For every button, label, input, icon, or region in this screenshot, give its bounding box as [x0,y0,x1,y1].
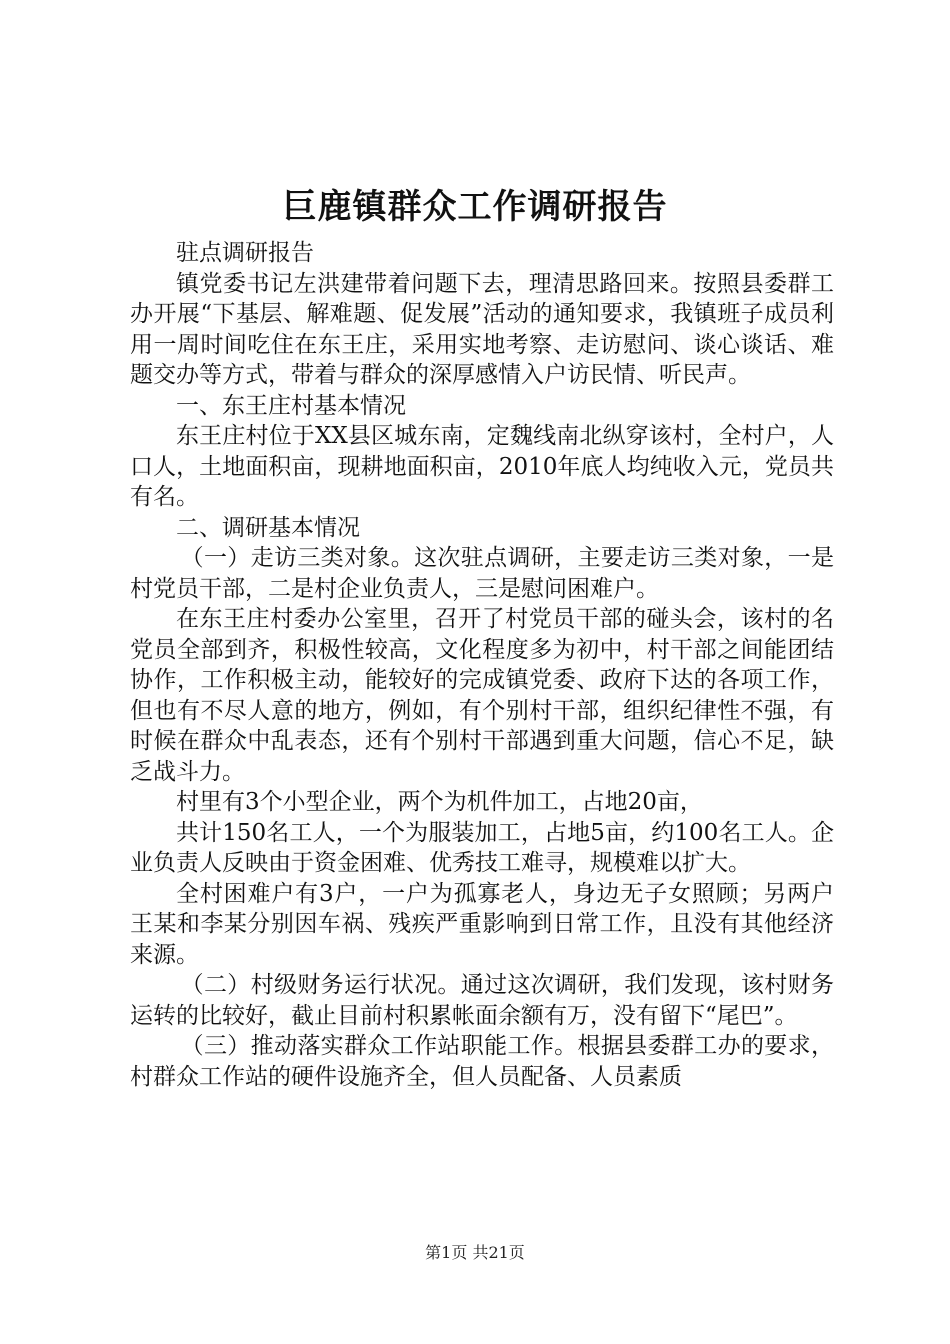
numbered-item: （三）推动落实群众工作站职能工作。根据县委群工办的要求，村群众工作站的硬件设施齐全，但人员配备、人员素质 [130,1033,834,1090]
numbered-item: （一）走访三类对象。这次驻点调研，主要走访三类对象，一是村党员干部，二是村企业负责人，三是慰问困难户。 [130,545,834,602]
paragraph: 全村困难户有3户，一户为孤寡老人，身边无子女照顾；另两户王某和李某分别因车祸、残疾严重影响到日常工作，且没有其他经济来源。 [130,880,834,968]
document-title: 巨鹿镇群众工作调研报告 [282,187,668,227]
paragraph: 共计150名工人，一个为服装加工，占地5亩，约100名工人。企业负责人反映由于资金困难、优秀技工难寻，规模难以扩大。 [130,819,834,876]
page-number-footer: 第1页 共21页 [425,1243,525,1262]
paragraph: 镇党委书记左洪建带着问题下去，理清思路回来。按照县委群工办开展“下基层、解难题、促发展”活动的通知要求，我镇班子成员利用一周时间吃住在东王庄，采用实地考察、走访慰问、谈心谈话、难题交办等方式，带着与群众的深厚感情入户访民情、听民声。 [130,270,834,388]
paragraph: 村里有3个小型企业，两个为机件加工，占地20亩， [176,789,703,815]
section-heading: 一、东王庄村基本情况 [176,392,406,419]
numbered-item: （二）村级财务运行状况。通过这次调研，我们发现，该村财务运转的比较好，截止目前村积累帐面余额有万，没有留下“尾巴”。 [130,972,834,1029]
paragraph: 东王庄村位于XX县区城东南，定魏线南北纵穿该村，全村户，人口人，土地面积亩，现耕地面积亩，2010年底人均纯收入元，党员共有名。 [130,423,834,510]
section-subheading: 驻点调研报告 [176,240,314,266]
section-heading: 二、调研基本情况 [176,514,360,541]
paragraph: 在东王庄村委办公室里，召开了村党员干部的碰头会，该村的名党员全部到齐，积极性较高，文化程度多为初中，村干部之间能团结协作，工作积极主动，能较好的完成镇党委、政府下达的各项工作，但也有不尽人意的地方，例如，有个别村干部，组织纪律性不强，有时候在群众中乱表态，还有个别村干部遇到重大问题，信心不足，缺乏战斗力。 [130,606,834,785]
document-body [130,238,834,1092]
